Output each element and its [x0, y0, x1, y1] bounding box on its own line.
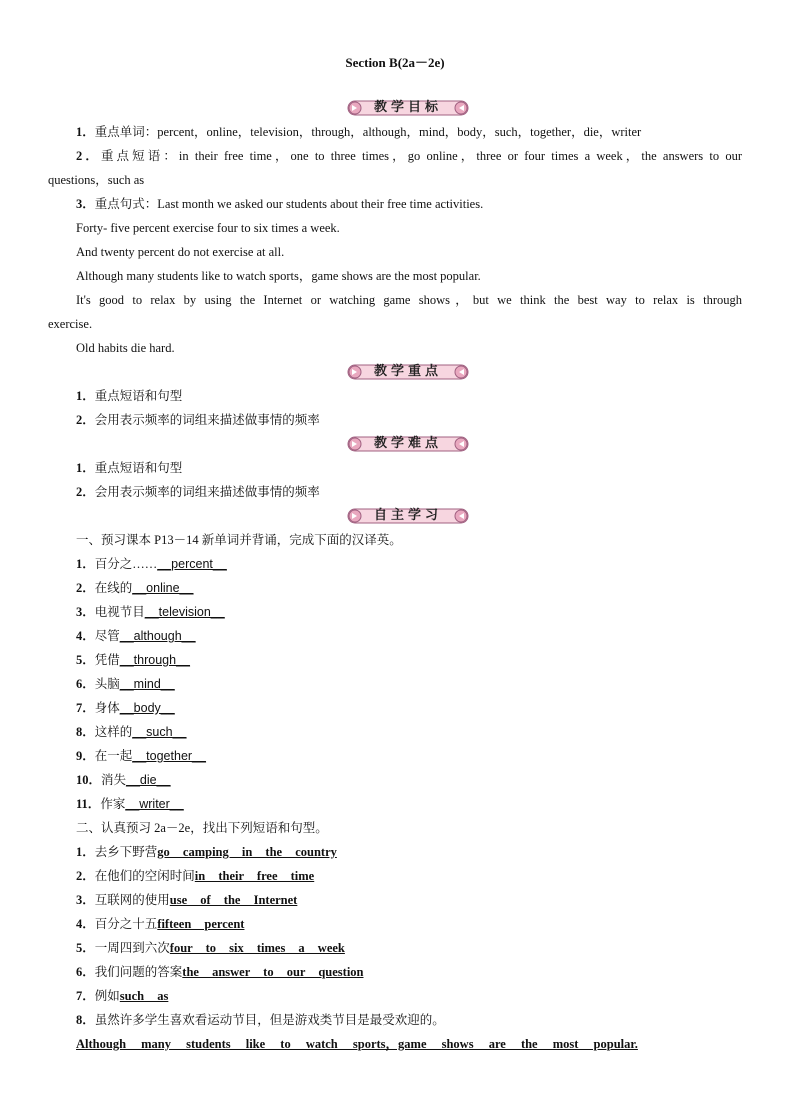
- banner-label: 自主学习: [373, 508, 442, 523]
- answer-blank: __although__: [119, 629, 196, 643]
- answer-blank: __writer__: [125, 797, 184, 811]
- difficulty-2: 2．会用表示频率的词组来描述做事情的频率: [76, 485, 320, 499]
- sentence-1: Forty- five percent exercise four to six times a week.: [76, 221, 340, 235]
- answer-blank: __die__: [126, 773, 171, 787]
- vocab-item: 1．百分之……__percent__: [76, 557, 227, 571]
- phrase-item: 1．去乡下野营go camping in the country: [76, 845, 337, 859]
- banner-goals: [346, 99, 470, 117]
- answer-text: fifteen percent: [157, 917, 245, 931]
- sentence-4-cont: exercise.: [48, 317, 93, 331]
- goal-line-2: 2．重点短语：in their free time，one to three times，go online，three or four times a week，the answers to our: [76, 149, 742, 163]
- vocab-item: 9．在一起__together__: [76, 749, 206, 763]
- vocab-item: 8．这样的__such__: [76, 725, 187, 739]
- sentence-3: Although many students like to watch sports，game shows are the most popular.: [76, 269, 481, 283]
- banner-key-points: [346, 363, 470, 381]
- answer-text: four to six times a week: [169, 941, 345, 955]
- answer-text: use of the Internet: [169, 893, 298, 907]
- answer-blank: __together__: [132, 749, 206, 763]
- vocab-item: 2．在线的__online__: [76, 581, 194, 595]
- phrase-item: 7．例如such as: [76, 989, 169, 1003]
- vocab-item: 6．头脑__mind__: [76, 677, 175, 691]
- answer-blank: __television__: [144, 605, 225, 619]
- phrase-item: 5．一周四到六次four to six times a week: [76, 941, 345, 955]
- goal-line-2-cont: questions，such as: [48, 173, 145, 187]
- answer-blank: __mind__: [119, 677, 175, 691]
- vocab-item: 11．作家__writer__: [76, 797, 184, 811]
- banner-difficulties: [346, 435, 470, 453]
- final-answer: Although many students like to watch sports，game shows are the most popular.: [76, 1037, 638, 1051]
- sentence-4: It's good to relax by using the Internet or watching game shows，but we think the best way to relax is through: [76, 293, 742, 307]
- banner-label: 教学重点: [373, 364, 442, 379]
- phrase-item: 2．在他们的空闲时间in their free time: [76, 869, 315, 883]
- phrase-item: 3．互联网的使用use of the Internet: [76, 893, 298, 907]
- vocab-item: 5．凭借__through__: [76, 653, 190, 667]
- goal-line-1: 1．重点单词：percent，online，television，through，although，mind，body，such，together，die，writer: [76, 125, 642, 139]
- banner-self-study: [346, 507, 470, 525]
- answer-blank: __through__: [119, 653, 190, 667]
- part2-heading: 二、认真预习 2a－2e，找出下列短语和句型。: [76, 821, 328, 835]
- phrase-item: 6．我们问题的答案the answer to our question: [76, 965, 364, 979]
- answer-text: such as: [119, 989, 169, 1003]
- answer-blank: __percent__: [157, 557, 227, 571]
- part1-heading: 一、预习课本 P13－14 新单词并背诵，完成下面的汉译英。: [76, 533, 402, 547]
- banner-label: 教学难点: [373, 436, 442, 451]
- phrase-item: 4．百分之十五fifteen percent: [76, 917, 245, 931]
- vocab-item: 10．消失__die__: [76, 773, 171, 787]
- goal-line-3: 3．重点句式：Last month we asked our students about their free time activities.: [76, 197, 484, 211]
- sentence-5: Old habits die hard.: [76, 341, 175, 355]
- vocab-item: 7．身体__body__: [76, 701, 175, 715]
- key-point-2: 2．会用表示频率的词组来描述做事情的频率: [76, 413, 320, 427]
- answer-text: the answer to our question: [182, 965, 364, 979]
- vocab-item: 4．尽管__although__: [76, 629, 196, 643]
- difficulty-1: 1．重点短语和句型: [76, 461, 183, 475]
- answer-blank: __such__: [132, 725, 187, 739]
- vocab-item: 3．电视节目__television__: [76, 605, 225, 619]
- section-title: Section B(2a－2e): [345, 55, 445, 70]
- phrase-item: 8．虽然许多学生喜欢看运动节目，但是游戏类节目是最受欢迎的。: [76, 1013, 445, 1027]
- sentence-2: And twenty percent do not exercise at all.: [76, 245, 285, 259]
- answer-text: in their free time: [194, 869, 315, 883]
- answer-text: go camping in the country: [157, 845, 337, 859]
- answer-blank: __online__: [132, 581, 194, 595]
- key-point-1: 1．重点短语和句型: [76, 389, 183, 403]
- banner-label: 教学目标: [373, 100, 442, 115]
- answer-blank: __body__: [119, 701, 175, 715]
